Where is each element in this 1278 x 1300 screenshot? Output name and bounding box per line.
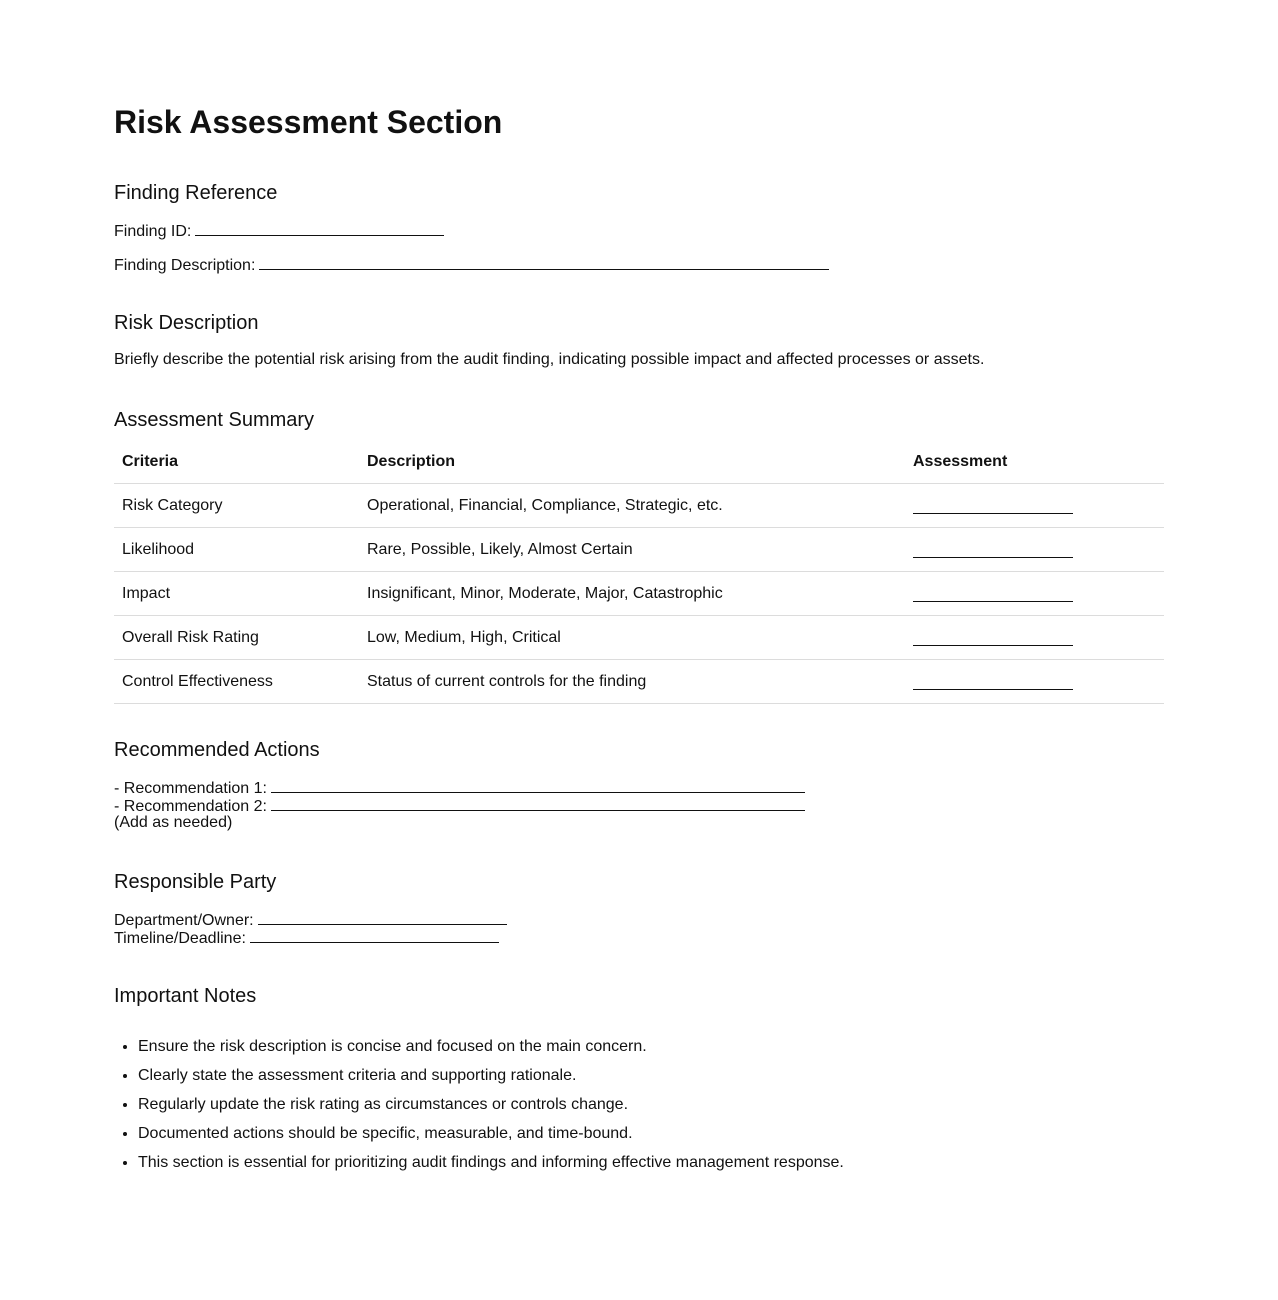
important-notes-list <box>114 1038 844 1183</box>
list-item: • Documented actions should be specific, measurable, and time-bound. <box>138 1125 844 1143</box>
description-cell: Status of current controls for the finding <box>367 673 647 690</box>
assessment-blank[interactable] <box>913 585 1073 602</box>
assessment-cell[interactable] <box>913 629 1073 651</box>
assessment-cell[interactable] <box>913 541 1073 563</box>
timeline-label: Timeline/Deadline: <box>114 930 246 947</box>
description-cell: Operational, Financial, Compliance, Strategic, etc. <box>367 497 723 514</box>
table-row <box>114 528 1164 572</box>
criteria-cell: Overall Risk Rating <box>122 629 259 646</box>
important-notes-heading: Important Notes <box>114 985 257 1007</box>
owner-blank[interactable] <box>258 910 507 925</box>
finding-description-label: Finding Description: <box>114 257 256 274</box>
table-header-row <box>114 440 1164 484</box>
owner-label: Department/Owner: <box>114 912 254 929</box>
page-title: Risk Assessment Section <box>114 104 503 140</box>
finding-description-blank[interactable] <box>259 255 829 270</box>
recommendation-1-line <box>114 778 805 798</box>
list-item: • Ensure the risk description is concise and focused on the main concern. <box>138 1038 844 1056</box>
table-row <box>114 616 1164 660</box>
timeline-line <box>114 928 499 948</box>
add-as-needed-note: (Add as needed) <box>114 814 233 831</box>
list-item: • Clearly state the assessment criteria and supporting rationale. <box>138 1067 844 1085</box>
finding-id-label: Finding ID: <box>114 223 192 240</box>
recommendation-1-blank[interactable] <box>271 778 805 793</box>
assessment-table <box>114 440 1164 704</box>
description-cell: Rare, Possible, Likely, Almost Certain <box>367 541 633 558</box>
recommended-actions-heading: Recommended Actions <box>114 739 320 761</box>
column-header-criteria: Criteria <box>122 453 179 470</box>
assessment-blank[interactable] <box>913 541 1073 558</box>
table-row <box>114 660 1164 704</box>
criteria-cell: Risk Category <box>122 497 223 514</box>
table-row <box>114 484 1164 528</box>
criteria-cell: Likelihood <box>122 541 195 558</box>
assessment-summary-heading: Assessment Summary <box>114 409 315 431</box>
recommendation-2-line <box>114 796 805 816</box>
list-item: • Regularly update the risk rating as circumstances or controls change. <box>138 1096 844 1114</box>
column-header-description: Description <box>367 453 456 470</box>
criteria-cell: Impact <box>122 585 171 602</box>
recommendation-1-label: - Recommendation 1: <box>114 780 267 797</box>
criteria-cell: Control Effectiveness <box>122 673 273 690</box>
description-cell: Insignificant, Minor, Moderate, Major, Catastrophic <box>367 585 723 602</box>
assessment-blank[interactable] <box>913 629 1073 646</box>
finding-id-blank[interactable] <box>195 221 444 236</box>
table-row <box>114 572 1164 616</box>
assessment-cell[interactable] <box>913 497 1073 519</box>
risk-description-heading: Risk Description <box>114 312 259 334</box>
owner-line <box>114 910 507 930</box>
finding-description-line <box>114 255 829 275</box>
description-cell: Low, Medium, High, Critical <box>367 629 561 646</box>
risk-description-text: Briefly describe the potential risk arising from the audit finding, indicating possible impact and affected processes or assets. <box>114 351 985 368</box>
finding-id-line <box>114 221 444 241</box>
responsible-party-heading: Responsible Party <box>114 871 277 893</box>
recommendation-2-blank[interactable] <box>271 796 805 811</box>
assessment-cell[interactable] <box>913 673 1073 695</box>
assessment-blank[interactable] <box>913 673 1073 690</box>
assessment-blank[interactable] <box>913 497 1073 514</box>
timeline-blank[interactable] <box>250 928 499 943</box>
assessment-cell[interactable] <box>913 585 1073 607</box>
list-item: • This section is essential for prioritizing audit findings and informing effective management response. <box>138 1154 844 1172</box>
finding-reference-heading: Finding Reference <box>114 182 278 204</box>
recommendation-2-label: - Recommendation 2: <box>114 798 267 815</box>
column-header-assessment: Assessment <box>913 453 1008 470</box>
